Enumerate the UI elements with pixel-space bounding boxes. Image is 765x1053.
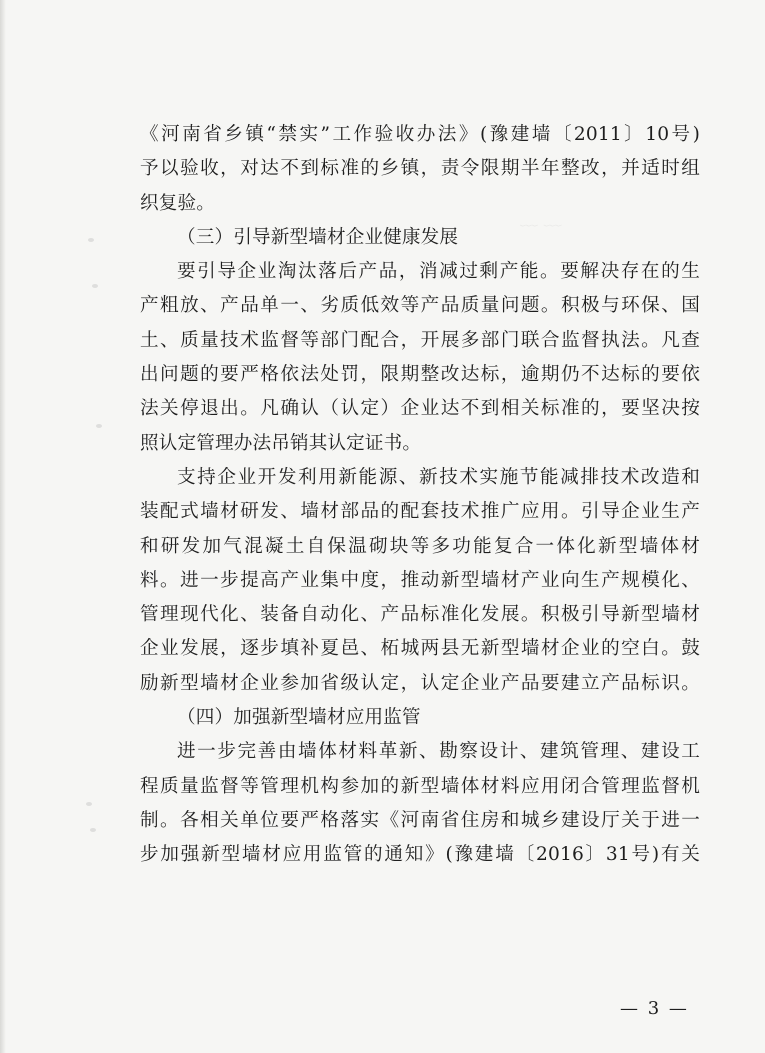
text-line: 管理现代化、装备自动化、产品标准化发展。积极引导新型墙材 xyxy=(140,604,700,626)
text-line: 励新型墙材企业参加省级认定，认定企业产品要建立产品标识。 xyxy=(140,672,700,694)
text-line: 制。各相关单位要严格落实《河南省住房和城乡建设厅关于进一 xyxy=(140,809,700,831)
page-number: — 3 — xyxy=(620,998,689,1019)
section-heading: （四）加强新型墙材应用监管 xyxy=(177,707,421,729)
text-line: 料。进一步提高产业集中度，推动新型墙材产业向生产规模化、 xyxy=(140,569,700,591)
text-line: 予以验收，对达不到标准的乡镇，责令限期半年整改，并适时组 xyxy=(140,158,700,180)
text-line: 步加强新型墙材应用监管的通知》(豫建墙〔2016〕31号)有关 xyxy=(140,844,700,866)
section-heading: （三）引导新型墙材企业健康发展 xyxy=(177,226,459,248)
document-body xyxy=(140,118,700,873)
text-line: 照认定管理办法吊销其认定证书。 xyxy=(140,432,422,454)
scan-speck xyxy=(90,828,96,832)
scan-speck xyxy=(86,802,92,806)
text-line: 要引导企业淘汰落后产品，消减过剩产能。要解决存在的生 xyxy=(177,261,700,283)
text-line: 织复验。 xyxy=(140,192,215,214)
text-line: 法关停退出。凡确认（认定）企业达不到相关标准的，要坚决按 xyxy=(140,398,700,420)
show-through-mark: ﹏ ﹏ xyxy=(520,209,562,230)
scan-speck xyxy=(96,424,102,428)
text-line: 企业发展，逐步填补夏邑、柘城两县无新型墙材企业的空白。鼓 xyxy=(140,638,700,660)
text-line: 程质量监督等管理机构参加的新型墙体材料应用闭合管理监督机 xyxy=(140,775,700,797)
text-line: 土、质量技术监督等部门配合，开展多部门联合监督执法。凡查 xyxy=(140,329,700,351)
text-line: 支持企业开发利用新能源、新技术实施节能减排技术改造和 xyxy=(177,466,700,488)
text-line: 产粗放、产品单一、劣质低效等产品质量问题。积极与环保、国 xyxy=(140,295,700,317)
text-line: 《河南省乡镇“禁实”工作验收办法》(豫建墙〔2011〕10号) xyxy=(140,124,700,145)
text-line: 进一步完善由墙体材料革新、勘察设计、建筑管理、建设工 xyxy=(177,741,700,763)
scan-speck xyxy=(88,238,94,242)
text-line: 出问题的要严格依法处罚，限期整改达标，逾期仍不达标的要依 xyxy=(140,364,700,386)
text-line: 装配式墙材研发、墙材部品的配套技术推广应用。引导企业生产 xyxy=(140,501,700,523)
text-line: 和研发加气混凝土自保温砌块等多功能复合一体化新型墙体材 xyxy=(140,535,700,557)
scan-speck xyxy=(92,284,98,288)
